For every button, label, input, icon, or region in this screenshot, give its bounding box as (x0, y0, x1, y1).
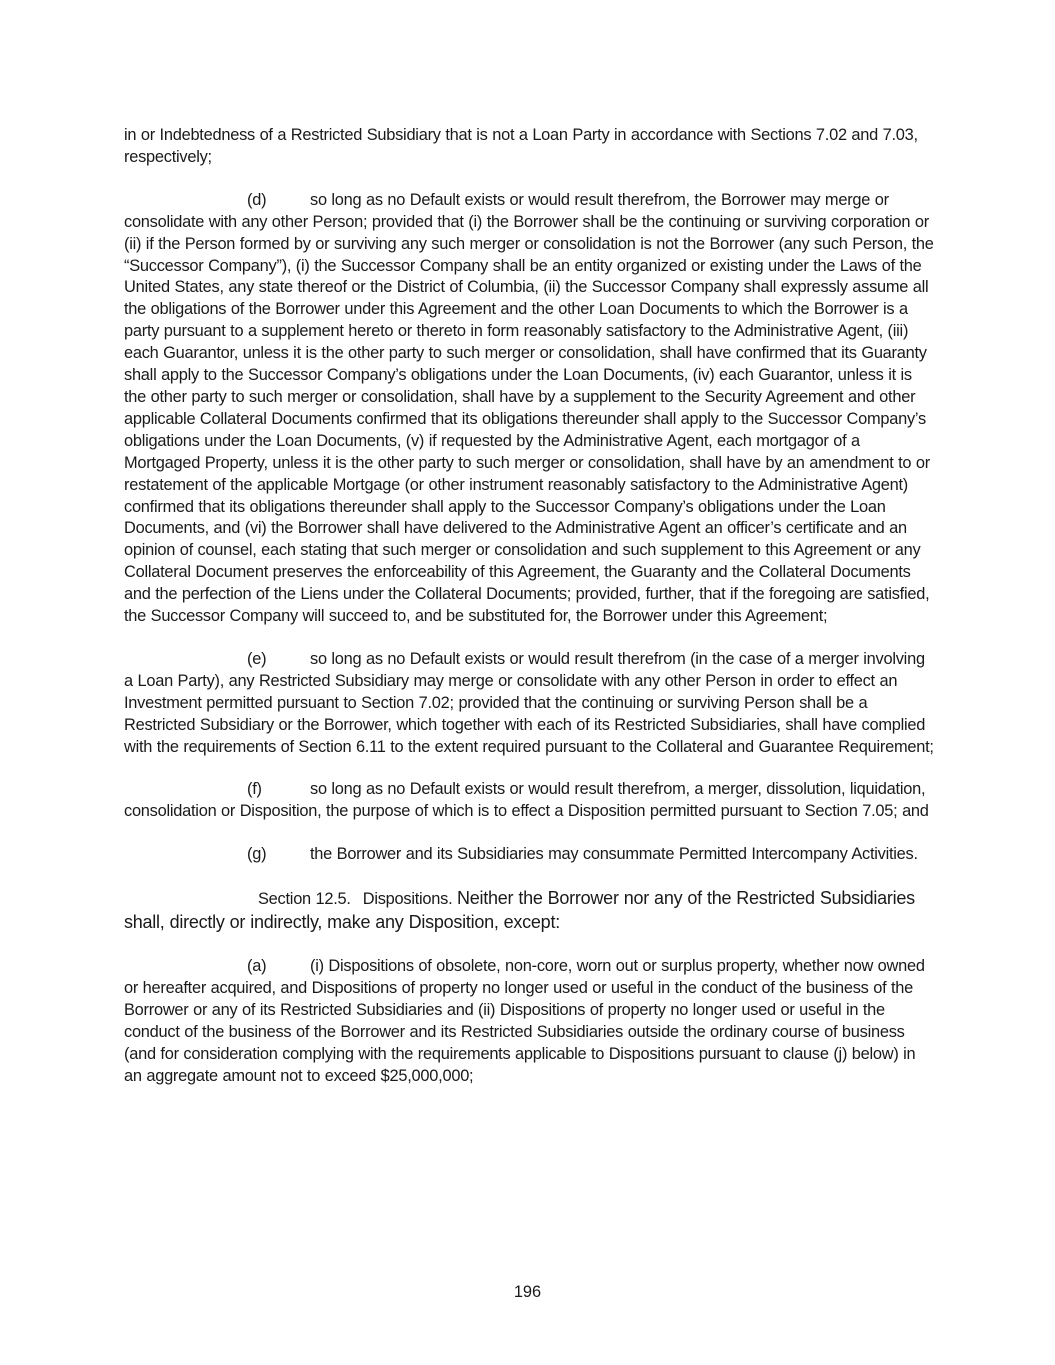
clause-label: (e) (247, 649, 267, 668)
section-number: Section 12.5. (258, 890, 351, 909)
page-number: 196 (513, 1283, 542, 1301)
clause-label: (a) (247, 957, 267, 976)
clause-f (124, 779, 936, 823)
clause-d (124, 190, 936, 628)
section-lead-text: Neither the Borrower nor any of the Restricted Subsidiaries shall, directly or indirectly, make any Disposition, except: (124, 888, 915, 933)
section-clause-a (124, 956, 936, 1087)
clause-g (124, 844, 936, 866)
clause-text: the Borrower and its Subsidiaries may consummate Permitted Intercompany Activities. (310, 845, 918, 864)
clause-text: so long as no Default exists or would result therefrom, the Borrower may merge or consolidate with any other Person; provided that (i) the Borrower shall be the continuing or surviving corporation or (ii) if the Person formed by or surviving any such merger or consolidation is not the Borrower (any such Person, the “Successor Company”), (i) the Successor Company shall be an entity organized or existing under the Laws of the United States, any state thereof or the District of Columbia, (ii) the Successor Company shall expressly assume all the obligations of the Borrower under this Agreement and the other Loan Documents to which the Borrower is a party pursuant to a supplement hereto or thereto in form reasonably satisfactory to the Administrative Agent, (iii) each Guarantor, unless it is the other party to such merger or consolidation, shall have confirmed that its Guaranty shall apply to the Successor Company’s obligations under the Loan Documents, (iv) each Guarantor, unless it is the other party to such merger or consolidation, shall have by a supplement to the Security Agreement and other applicable Collateral Documents confirmed that its obligations thereunder shall apply to the Successor Company’s obligations under the Loan Documents, (v) if requested by the Administrative Agent, each mortgagor of a Mortgaged Property, unless it is the other party to such merger or consolidation, shall have by an amendment to or restatement of the applicable Mortgage (or other instrument reasonably satisfactory to the Administrative Agent) confirmed that its obligations thereunder shall apply to the Successor Company’s obligations under the Loan Documents, and (vi) the Borrower shall have delivered to the Administrative Agent an officer’s certificate and an opinion of counsel, each stating that such merger or consolidation and such supplement to this Agreement or any Collateral Document preserves the enforceability of this Agreement, the Guaranty and the Collateral Documents and the perfection of the Liens under the Collateral Documents; provided, further, that if the foregoing are satisfied, the Successor Company will succeed to, and be substituted for, the Borrower under this Agreement; (124, 190, 934, 626)
clause-text: so long as no Default exists or would result therefrom (in the case of a merger involving a Loan Party), any Restricted Subsidiary may merge or consolidate with any other Person in order to effect an Investment permitted pursuant to Section 7.02; provided that the continuing or surviving Person shall be a Restricted Subsidiary or the Borrower, which together with each of its Restricted Subsidiaries, shall have complied with the requirements of Section 6.11 to the extent required pursuant to the Collateral and Guarantee Requirement; (124, 649, 934, 756)
section-title: Dispositions. (362, 890, 453, 909)
clause-label: (d) (247, 190, 267, 209)
clause-label: (g) (247, 845, 267, 864)
clause-e (124, 649, 936, 759)
section-heading-paragraph (124, 887, 936, 935)
clause-label: (f) (247, 780, 262, 799)
document-page (124, 125, 936, 1109)
clause-text: so long as no Default exists or would result therefrom, a merger, dissolution, liquidation, consolidation or Disposition, the purpose of which is to effect a Disposition permitted pursuant to Section 7.05; and (124, 780, 929, 821)
opening-paragraph: in or Indebtedness of a Restricted Subsidiary that is not a Loan Party in accordance with Sections 7.02 and 7.03, respectively; (124, 126, 918, 166)
clause-text: (i) Dispositions of obsolete, non-core, worn out or surplus property, whether now owned or hereafter acquired, and Dispositions of property no longer used or useful in the conduct of the business of the Borrower or any of its Restricted Subsidiaries and (ii) Dispositions of property no longer used or useful in the conduct of the business of the Borrower and its Restricted Subsidiaries outside the ordinary course of business (and for consideration complying with the requirements applicable to Dispositions pursuant to clause (j) below) in an aggregate amount not to exceed $25,000,000; (124, 957, 925, 1085)
